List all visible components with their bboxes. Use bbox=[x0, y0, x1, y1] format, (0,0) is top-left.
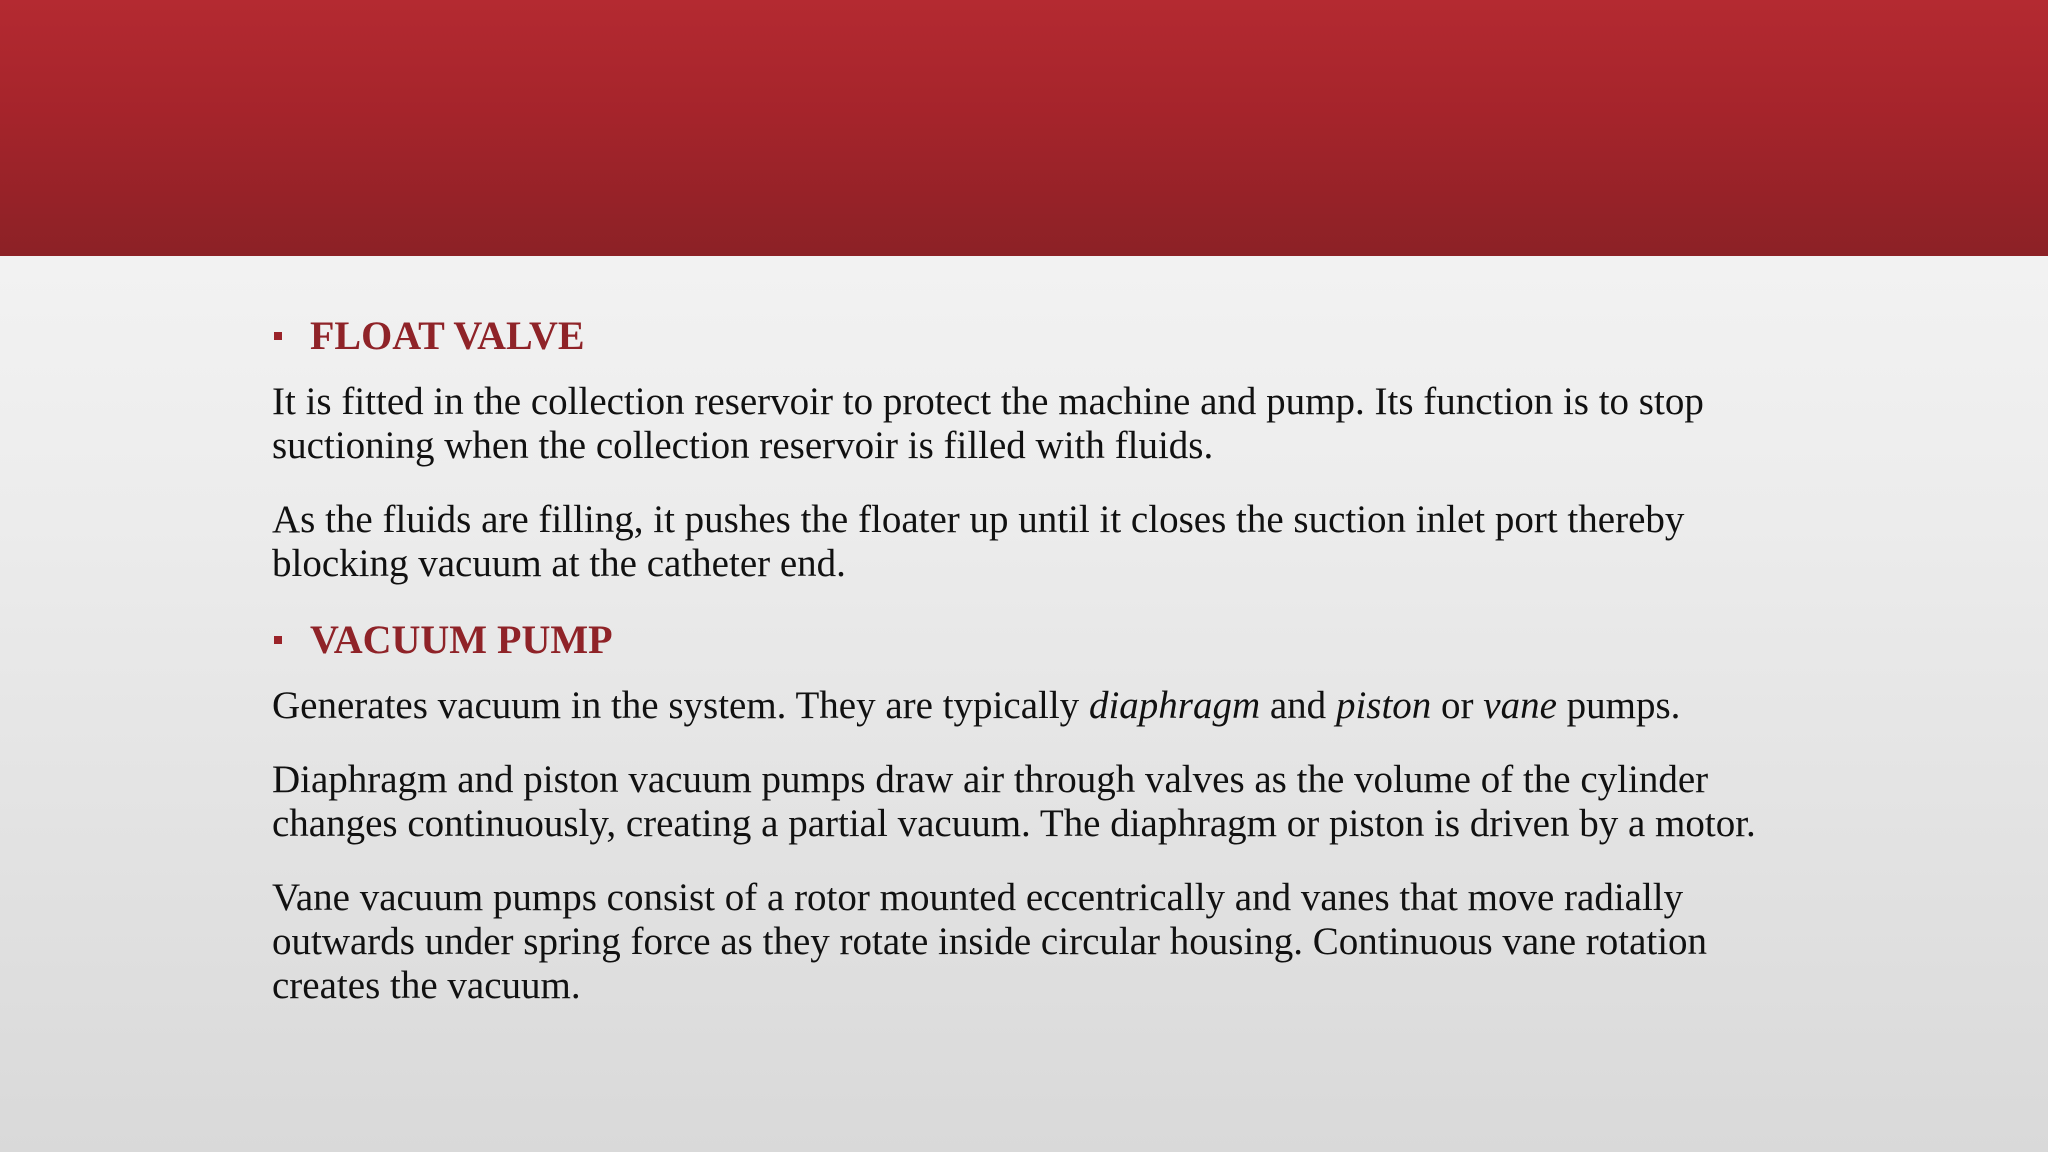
text-run: or bbox=[1431, 684, 1484, 727]
text-run: pumps. bbox=[1556, 684, 1681, 727]
text-run: and bbox=[1260, 684, 1336, 727]
vacuum-pump-paragraph-1 bbox=[272, 684, 1792, 728]
vacuum-pump-paragraph-2: Diaphragm and piston vacuum pumps draw air through valves as the volume of the cylinder changes continuously, creating a partial vacuum. The diaphragm or piston is driven by a motor. bbox=[272, 758, 1756, 845]
float-valve-paragraph-2: As the fluids are filling, it pushes the floater up until it closes the suction inlet port thereby blocking vacuum at the catheter end. bbox=[272, 498, 1685, 585]
vacuum-pump-paragraph-3: Vane vacuum pumps consist of a rotor mounted eccentrically and vanes that move radially outwards under spring force as they rotate inside circular housing. Continuous vane rotation creates the vacuum. bbox=[272, 876, 1708, 1007]
italic-term-piston: piston bbox=[1335, 684, 1432, 727]
float-valve-heading-text: FLOAT VALVE bbox=[310, 313, 585, 358]
square-bullet-icon bbox=[274, 636, 282, 644]
text-run: Generates vacuum in the system. They are typically bbox=[272, 684, 1089, 727]
slide-content bbox=[272, 312, 1792, 1038]
italic-term-vane: vane bbox=[1483, 684, 1557, 727]
vacuum-pump-heading bbox=[272, 616, 1792, 664]
vacuum-pump-heading-text: VACUUM PUMP bbox=[310, 617, 613, 662]
italic-term-diaphragm: diaphragm bbox=[1088, 684, 1261, 727]
float-valve-paragraph-1: It is fitted in the collection reservoir to protect the machine and pump. Its function is to stop suctioning when the collection reservoir is filled with fluids. bbox=[272, 380, 1704, 467]
float-valve-heading bbox=[272, 312, 1792, 360]
square-bullet-icon bbox=[274, 332, 282, 340]
slide-header-band bbox=[0, 0, 2048, 256]
